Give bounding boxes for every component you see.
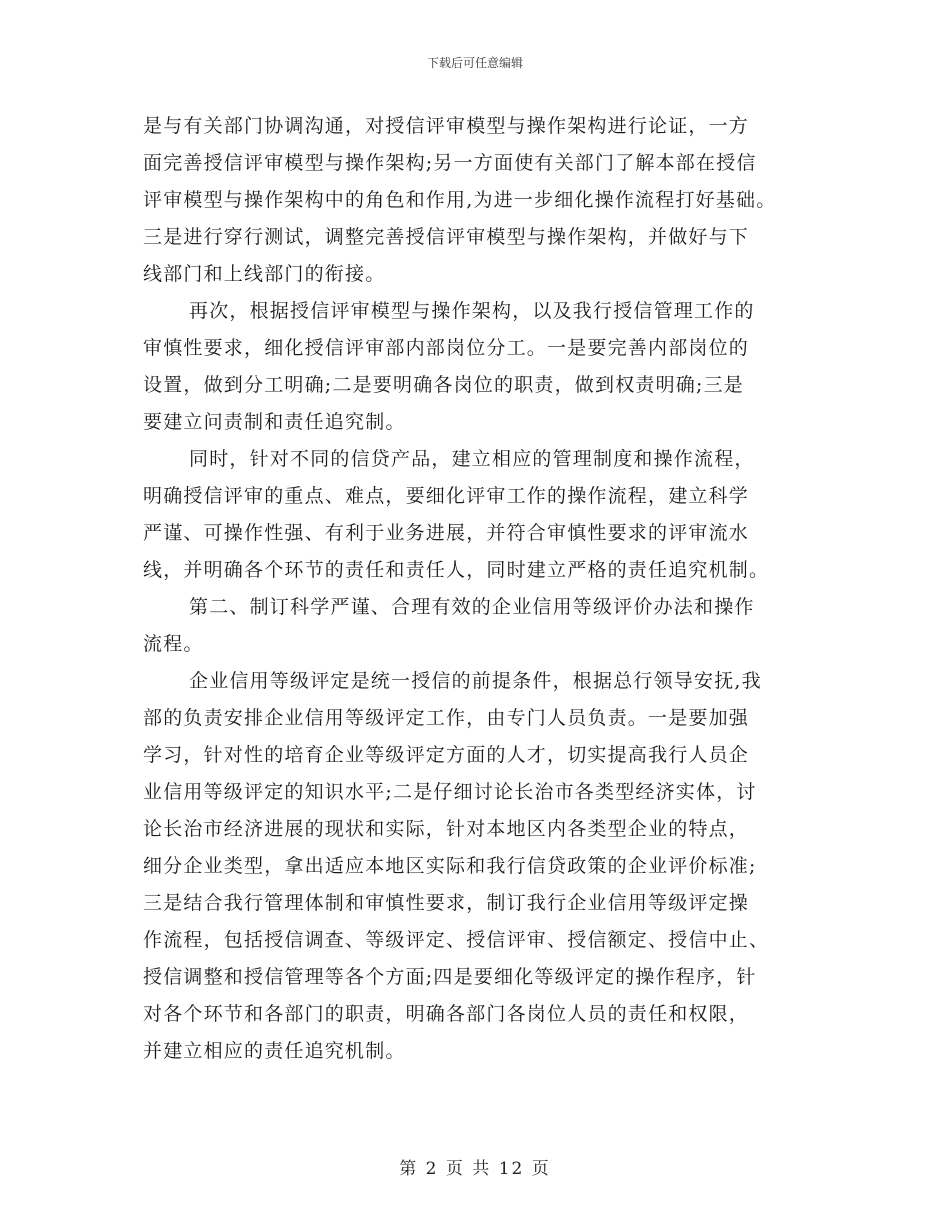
text-line: 学习，针对性的培育企业等级评定方面的人才，切实提高我行人员企 (143, 744, 750, 766)
text-line: 要建立问责制和责任追究制。 (143, 411, 406, 433)
text-line: 作流程，包括授信调查、等级评定、授信评审、授信额定、授信中止、 (143, 929, 770, 951)
text-line: 面完善授信评审模型与操作架构;另一方面使有关部门了解本部在授信 (143, 152, 757, 174)
page-header: 下载后可任意编辑 (426, 56, 523, 70)
text-line: 细分企业类型，拿出适应本地区实际和我行信贷政策的企业评价标准; (143, 855, 757, 877)
text-line: 并建立相应的责任追究机制。 (143, 1040, 406, 1062)
text-line: 评审模型与操作架构中的角色和作用,为进一步细化操作流程打好基础。 (143, 189, 777, 211)
text-line: 三是进行穿行测试，调整完善授信评审模型与操作架构，并做好与下 (143, 226, 750, 248)
text-line: 再次，根据授信评审模型与操作架构，以及我行授信管理工作的 (189, 300, 755, 322)
text-line: 对各个环节和各部门的职责，明确各部门各岗位人员的责任和权限， (143, 1003, 750, 1025)
text-line: 明确授信评审的重点、难点，要细化评审工作的操作流程，建立科学 (143, 485, 750, 507)
text-line: 同时，针对不同的信贷产品，建立相应的管理制度和操作流程， (189, 448, 755, 470)
text-line: 论长治市经济进展的现状和实际，针对本地区内各类型企业的特点， (143, 818, 750, 840)
text-line: 三是结合我行管理体制和审慎性要求，制订我行企业信用等级评定操 (143, 892, 750, 914)
text-line: 企业信用等级评定是统一授信的前提条件，根据总行领导安抚,我 (189, 670, 762, 692)
text-line: 设置，做到分工明确;二是要明确各岗位的职责，做到权责明确;三是 (143, 374, 745, 396)
text-line: 严谨、可操作性强、有利于业务进展，并符合审慎性要求的评审流水 (143, 522, 750, 544)
text-line: 线部门和上线部门的衔接。 (143, 263, 386, 285)
text-line: 第二、制订科学严谨、合理有效的企业信用等级评价办法和操作 (189, 596, 755, 618)
page-number-footer: 第 2 页 共 12 页 (399, 1159, 551, 1179)
text-line: 线，并明确各个环节的责任和责任人，同时建立严格的责任追究机制。 (143, 559, 770, 581)
text-line: 是与有关部门协调沟通，对授信评审模型与操作架构进行论证，一方 (143, 115, 750, 137)
text-line: 授信调整和授信管理等各个方面;四是要细化等级评定的操作程序，针 (143, 966, 757, 988)
text-line: 业信用等级评定的知识水平;二是仔细讨论长治市各类型经济实体，讨 (143, 781, 757, 803)
text-line: 部的负责安排企业信用等级评定工作，由专门人员负责。一是要加强 (143, 707, 750, 729)
text-line: 流程。 (143, 633, 204, 655)
text-line: 审慎性要求，细化授信评审部内部岗位分工。一是要完善内部岗位的 (143, 337, 750, 359)
